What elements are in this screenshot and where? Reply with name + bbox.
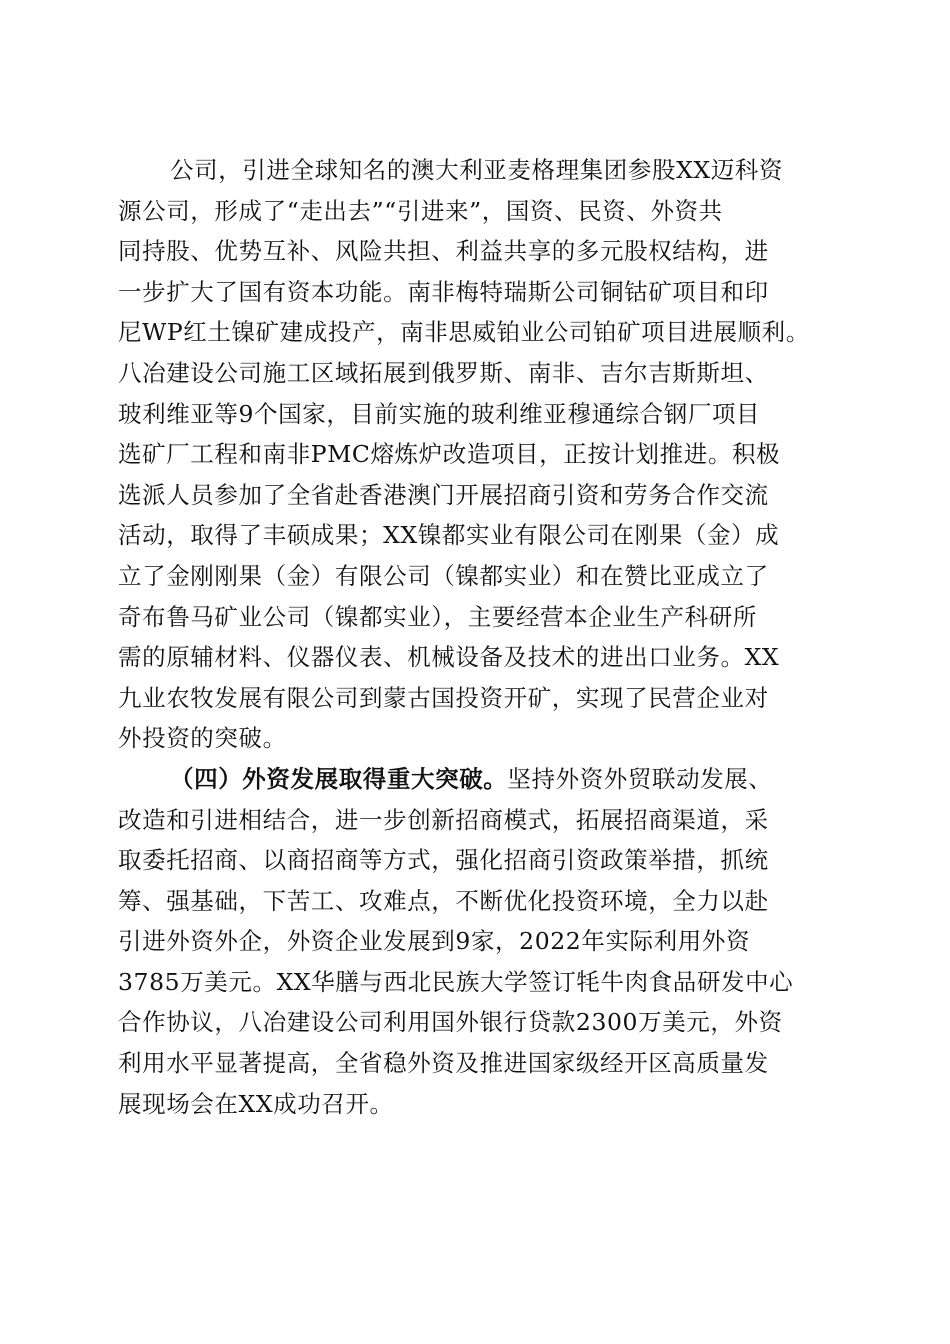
- text-line: 利用水平显著提高，全省稳外资及推进国家级经开区高质量发: [118, 1049, 769, 1078]
- text-line: 玻利维亚等9个国家，目前实施的玻利维亚穆通综合钢厂项目: [118, 399, 761, 428]
- text-line: 展现场会在XX成功召开。: [118, 1089, 394, 1118]
- text-line: 一步扩大了国有资本功能。南非梅特瑞斯公司铜钴矿项目和印: [118, 277, 769, 306]
- text-line: 源公司，形成了“走出去”“引进来”，国资、民资、外资共: [118, 196, 723, 225]
- text-line: 选派人员参加了全省赴香港澳门开展招商引资和劳务合作交流: [118, 480, 769, 509]
- text-line: 立了金刚刚果（金）有限公司（镍都实业）和在赞比亚成立了: [118, 561, 769, 590]
- paragraph-1: [118, 150, 838, 759]
- text-line: 奇布鲁马矿业公司（镍都实业），主要经营本企业生产科研所: [118, 602, 757, 631]
- paragraph-2: [118, 759, 838, 1124]
- text-line: 选矿厂工程和南非PMC熔炼炉改造项目，正按计划推进。积极: [118, 440, 781, 469]
- text-line: 公司，引进全球知名的澳大利亚麦格理集团参股XX迈科资: [170, 156, 784, 184]
- text-line: 改造和引进相结合，进一步创新招商模式，拓展招商渠道，采: [118, 805, 769, 834]
- text-line: [118, 759, 838, 800]
- text-line: 需的原辅材料、仪器仪表、机械设备及技术的进出口业务。XX: [118, 643, 780, 672]
- section-heading: （四）外资发展取得重大突破。: [170, 764, 508, 793]
- text-line: 尼WP红土镍矿建成投产，南非思威铂业公司铂矿项目进展顺利。: [118, 318, 810, 347]
- text-run: 坚持外资外贸联动发展、: [507, 764, 773, 793]
- text-line: 八冶建设公司施工区域拓展到俄罗斯、南非、吉尔吉斯斯坦、: [118, 358, 769, 387]
- text-line: 活动，取得了丰硕成果；XX镍都实业有限公司在刚果（金）成: [118, 521, 780, 550]
- text-line: 筹、强基础，下苦工、攻难点，不断优化投资环境，全力以赴: [118, 886, 769, 915]
- text-line: 同持股、优势互补、风险共担、利益共享的多元股权结构，进: [118, 237, 769, 266]
- text-line: 引进外资外企，外资企业发展到9家，2022年实际利用外资: [118, 927, 751, 956]
- text-line: 九业农牧发展有限公司到蒙古国投资开矿，实现了民营企业对: [118, 683, 769, 712]
- document-body: [118, 150, 838, 1124]
- text-line: 3785万美元。XX华膳与西北民族大学签订牦牛肉食品研发中心: [118, 967, 794, 996]
- text-line: 外投资的突破。: [118, 724, 287, 753]
- text-line: 取委托招商、以商招商等方式，强化招商引资政策举措，抓统: [118, 846, 769, 875]
- text-line: 合作协议，八冶建设公司利用国外银行贷款2300万美元，外资: [118, 1008, 783, 1037]
